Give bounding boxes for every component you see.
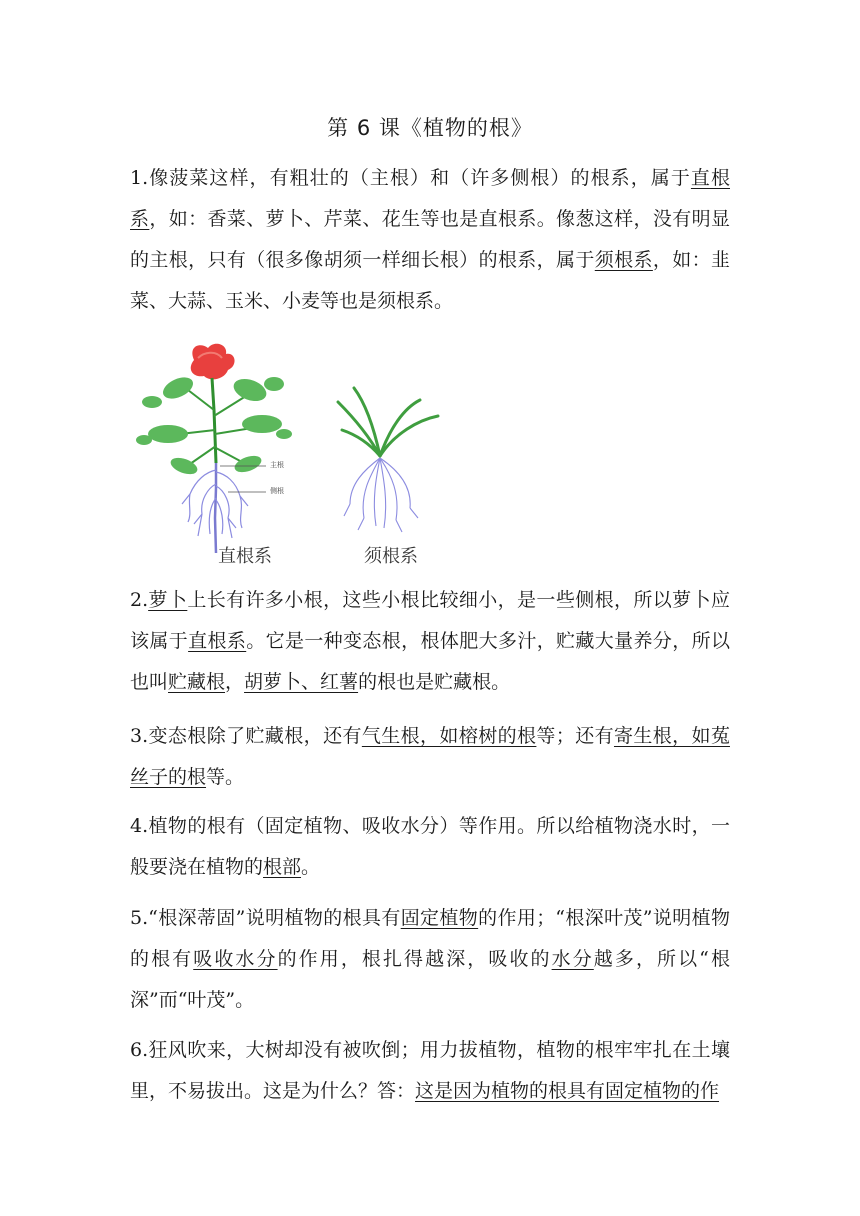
paragraph-1: 1.像菠菜这样，有粗壮的（主根）和（许多侧根）的根系，属于直根系，如：香菜、萝卜、芹菜、花生等也是直根系。像葱这样，没有明显的主根，只有（很多像胡须一样细长根）的根系，属于须根系，如：韭菜、大蒜、玉米、小麦等也是须根系。	[130, 167, 730, 312]
paragraph-5: 5.“根深蒂固”说明植物的根具有固定植物的作用；“根深叶茂”说明植物的根有吸收水分的作用，根扎得越深，吸收的水分越多，所以“根深”而“叶茂”。	[130, 907, 730, 1011]
underlined-answer: 须根系	[594, 249, 653, 271]
underlined-answer: 根部	[263, 856, 302, 878]
fibrous-root-caption: 须根系	[364, 546, 418, 567]
underlined-answer: 寄生根，如菟丝子的根	[130, 725, 730, 788]
root-system-figure	[128, 338, 448, 570]
taproot-caption: 直根系	[218, 546, 272, 567]
underlined-answer: 直根系	[188, 630, 247, 652]
taproot-plant-illustration	[136, 344, 292, 553]
fibrous-root-plant-illustration	[338, 388, 438, 532]
underlined-answer: 贮藏根	[168, 671, 226, 693]
root-illustration	[128, 338, 448, 570]
underlined-answer: 胡萝卜、红薯	[244, 671, 359, 693]
paragraph-4: 4.植物的根有（固定植物、吸收水分）等作用。所以给植物浇水时，一般要浇在植物的根部。	[130, 815, 730, 878]
underlined-answer: 水分	[551, 948, 594, 970]
underlined-answer: 吸收水分	[193, 948, 278, 970]
underlined-answer: 萝卜	[148, 589, 188, 611]
main-root-label: 主根	[270, 461, 284, 469]
paragraph-6: 6.狂风吹来，大树却没有被吹倒；用力拔植物，植物的根牢牢扎在土壤里，不易拔出。这是为什么？答：这是因为植物的根具有固定植物的作	[130, 1039, 730, 1102]
underlined-answer: 气生根，如榕树的根	[361, 725, 537, 747]
underlined-answer: 这是因为植物的根具有固定植物的作	[415, 1080, 720, 1102]
underlined-answer: 直根系	[130, 167, 730, 230]
lateral-root-label: 侧根	[270, 487, 284, 495]
paragraph-3: 3.变态根除了贮藏根，还有气生根，如榕树的根等；还有寄生根，如菟丝子的根等。	[130, 725, 730, 788]
page-title: 第 6 课《植物的根》	[327, 116, 533, 140]
underlined-answer: 固定植物	[400, 907, 479, 929]
paragraph-2: 2.萝卜上长有许多小根，这些小根比较细小，是一些侧根，所以萝卜应该属于直根系。它是一种变态根，根体肥大多汁，贮藏大量养分，所以也叫贮藏根，胡萝卜、红薯的根也是贮藏根。	[130, 589, 730, 693]
